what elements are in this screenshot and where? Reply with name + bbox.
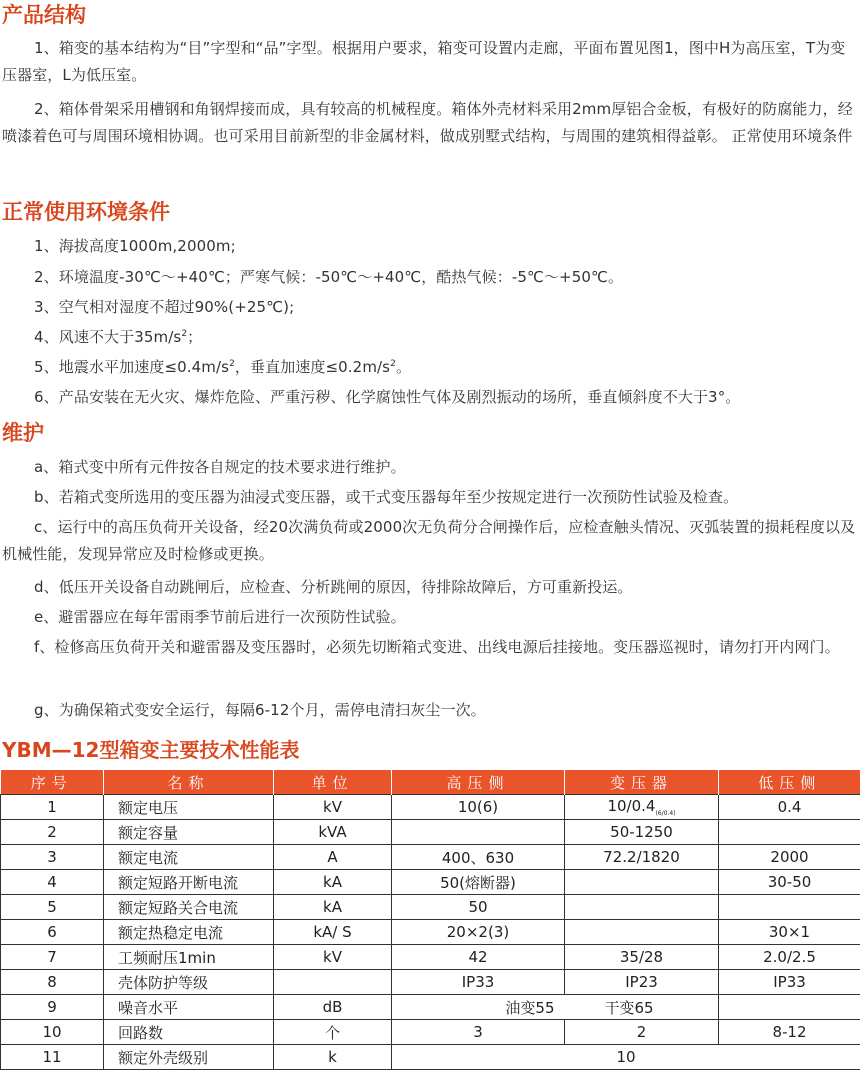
header-unit: 单位 xyxy=(274,770,392,795)
cell-no: 3 xyxy=(1,845,104,870)
maint-item-b: b、若箱式变所选用的变压器为油浸式变压器，或干式变压器每年至少按规定进行一次预防性试验及检查。 xyxy=(34,488,739,506)
cell-transformer: 2 xyxy=(565,1020,719,1045)
maint-item-c: c、运行中的高压负荷开关设备，经20次满负荷或2000次无负荷分合闸操作后，应检查触头情况、灭弧装置的损耗程度以及机械性能，发现异常应及时检修或更换。 xyxy=(2,518,856,563)
header-hv: 高压侧 xyxy=(392,770,565,795)
env-item-5-sup-b: 2 xyxy=(390,359,396,369)
cell-lv xyxy=(719,895,860,920)
cell-unit: kA xyxy=(274,870,392,895)
structure-paragraph-1: 1、箱变的基本结构为“目”字型和“品”字型。根据用户要求，箱变可设置内走廊，平面布置见图1，图中H为高压室，T为变压器室，L为低压室。 xyxy=(2,39,846,84)
env-item-5-text-a: 5、地震水平加速度≤0.4m/s xyxy=(34,358,230,376)
cell-lv xyxy=(719,995,860,1020)
table-row xyxy=(1,895,860,920)
cell-hv: 50(熔断器) xyxy=(392,870,565,895)
cell-unit: kV xyxy=(274,795,392,820)
cell-hv: 10(6) xyxy=(392,795,565,820)
cell-transformer: 35/28 xyxy=(565,945,719,970)
cell-transformer: 50-1250 xyxy=(565,820,719,845)
cell-unit: k xyxy=(274,1045,392,1070)
cell-lv: IP33 xyxy=(719,970,860,995)
header-lv: 低压侧 xyxy=(719,770,860,795)
cell-hv: 3 xyxy=(392,1020,565,1045)
cell-transformer: IP23 xyxy=(565,970,719,995)
cell-lv: 30×1 xyxy=(719,920,860,945)
env-item-5-text-b: ，垂直加速度≤0.2m/s xyxy=(234,358,391,376)
cell-unit: 个 xyxy=(274,1020,392,1045)
spec-table xyxy=(0,770,860,1070)
cell-unit xyxy=(274,970,392,995)
section-title-environment: 正常使用环境条件 xyxy=(2,200,170,224)
section-title-maintenance: 维护 xyxy=(2,421,44,445)
cell-hv: 50 xyxy=(392,895,565,920)
cell-hv: IP33 xyxy=(392,970,565,995)
cell-unit: kV xyxy=(274,945,392,970)
cell-no: 5 xyxy=(1,895,104,920)
cell-lv: 8-12 xyxy=(719,1020,860,1045)
cell-transformer: 72.2/1820 xyxy=(565,845,719,870)
maint-item-a: a、箱式变中所有元件按各自规定的技术要求进行维护。 xyxy=(34,458,406,476)
cell-name: 额定电流 xyxy=(104,845,274,870)
cell-no: 8 xyxy=(1,970,104,995)
env-item-6: 6、产品安装在无火灾、爆炸危险、严重污秽、化学腐蚀性气体及剧烈振动的场所，垂直倾斜度不大于3°。 xyxy=(34,388,741,406)
table-row xyxy=(1,1020,860,1045)
env-item-1: 1、海拔高度1000m,2000m; xyxy=(34,237,236,255)
cell-lv: 30-50 xyxy=(719,870,860,895)
env-item-4-end: ； xyxy=(187,328,203,346)
table-row xyxy=(1,845,860,870)
cell-hv: 42 xyxy=(392,945,565,970)
header-name: 名称 xyxy=(104,770,274,795)
maint-item-g: g、为确保箱式变安全运行，每隔6-12个月，需停电清扫灰尘一次。 xyxy=(34,701,486,719)
cell-unit: kVA xyxy=(274,820,392,845)
table-row xyxy=(1,870,860,895)
header-transformer: 变压器 xyxy=(565,770,719,795)
structure-paragraph-2: 2、箱体骨架采用槽钢和角钢焊接而成，具有较高的机械程度。箱体外壳材料采用2mm厚铝合金板，有极好的防腐能力，经喷漆着色可与周围环境相协调。也可采用目前新型的非金属材料，做成别墅式结构，与周围的建筑相得益彰。 正常使用环境条件 xyxy=(2,100,853,145)
table-row xyxy=(1,920,860,945)
cell-name: 额定电压 xyxy=(104,795,274,820)
cell-name: 额定短路关合电流 xyxy=(104,895,274,920)
cell-transformer xyxy=(565,795,719,820)
table-row xyxy=(1,820,860,845)
cell-lv: 0.4 xyxy=(719,795,860,820)
cell-lv: 2.0/2.5 xyxy=(719,945,860,970)
maint-item-d: d、低压开关设备自动跳闸后，应检查、分析跳闸的原因，待排除故障后，方可重新投运。 xyxy=(34,578,633,596)
cell-name: 额定容量 xyxy=(104,820,274,845)
cell-transformer xyxy=(565,895,719,920)
table-row xyxy=(1,795,860,820)
section-title-structure: 产品结构 xyxy=(2,3,86,27)
env-item-2: 2、环境温度-30℃～+40℃；严寒气候：-50℃～+40℃，酷热气候：-5℃～+50℃。 xyxy=(34,268,624,286)
cell-hv xyxy=(392,820,565,845)
env-item-4-sup: 2 xyxy=(181,329,188,339)
table-title: YBM—12型箱变主要技术性能表 xyxy=(2,738,300,762)
cell-no: 1 xyxy=(1,795,104,820)
cell-noise-dry: 干变65 xyxy=(565,995,719,1020)
cell-no: 10 xyxy=(1,1020,104,1045)
cell-name: 噪音水平 xyxy=(104,995,274,1020)
cell-name: 工频耐压1min xyxy=(104,945,274,970)
header-no: 序号 xyxy=(1,770,104,795)
cell-unit: kA xyxy=(274,895,392,920)
cell-name: 额定外壳级别 xyxy=(104,1045,274,1070)
cell-no: 4 xyxy=(1,870,104,895)
cell-name: 额定短路开断电流 xyxy=(104,870,274,895)
env-item-3: 3、空气相对湿度不超过90%(+25℃); xyxy=(34,298,295,316)
cell-name: 壳体防护等级 xyxy=(104,970,274,995)
cell-transformer xyxy=(565,920,719,945)
cell-unit: kA/ S xyxy=(274,920,392,945)
cell-no: 7 xyxy=(1,945,104,970)
maint-item-e: e、避雷器应在每年雷雨季节前后进行一次预防性试验。 xyxy=(34,608,406,626)
cell-unit: A xyxy=(274,845,392,870)
env-item-4-text: 4、风速不大于35m/s xyxy=(34,328,182,346)
cell-transformer-note: (6/0.4) xyxy=(655,810,676,817)
cell-name: 回路数 xyxy=(104,1020,274,1045)
cell-noise-oil: 油变55 xyxy=(392,995,565,1020)
cell-no: 6 xyxy=(1,920,104,945)
cell-no: 11 xyxy=(1,1045,104,1070)
cell-transformer-value: 10/0.4 xyxy=(607,797,656,815)
cell-name: 额定热稳定电流 xyxy=(104,920,274,945)
cell-unit: dB xyxy=(274,995,392,1020)
table-row xyxy=(1,995,860,1020)
table-header-row xyxy=(1,770,860,795)
cell-no: 2 xyxy=(1,820,104,845)
cell-transformer xyxy=(565,870,719,895)
cell-hv: 20×2(3) xyxy=(392,920,565,945)
cell-lv xyxy=(719,820,860,845)
cell-merged-value: 10 xyxy=(392,1045,860,1070)
cell-no: 9 xyxy=(1,995,104,1020)
table-row xyxy=(1,1045,860,1070)
table-row xyxy=(1,945,860,970)
table-row xyxy=(1,970,860,995)
env-item-5 xyxy=(34,354,411,380)
env-item-5-end: 。 xyxy=(395,358,412,376)
env-item-5-sup-a: 2 xyxy=(229,359,235,369)
maint-item-f: f、检修高压负荷开关和避雷器及变压器时，必须先切断箱式变进、出线电源后挂接地。变压器巡视时，请勿打开内网门。 xyxy=(34,638,840,656)
env-item-4 xyxy=(34,324,202,350)
cell-lv: 2000 xyxy=(719,845,860,870)
cell-hv: 400、630 xyxy=(392,845,565,870)
